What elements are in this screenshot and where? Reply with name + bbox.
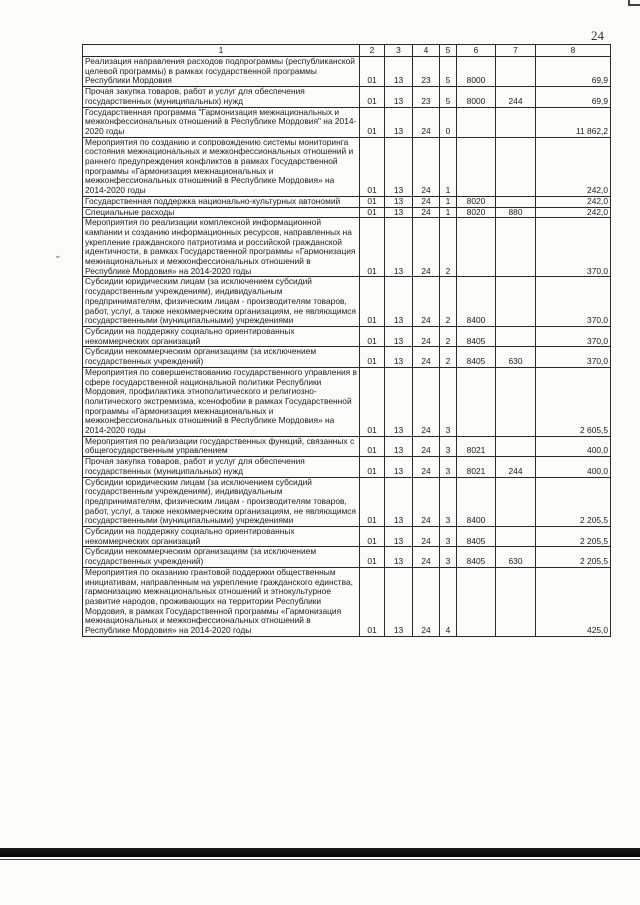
- amount-cell: 2 205,5: [536, 547, 611, 567]
- direction-cell: [457, 367, 496, 436]
- amount-cell: 69,9: [536, 87, 611, 107]
- program-cell: 24: [413, 367, 440, 436]
- expense-type-cell: 630: [496, 547, 536, 567]
- table-row: [83, 107, 611, 137]
- header-cell: 4: [413, 45, 440, 57]
- subsection-cell: 13: [385, 107, 413, 137]
- row-name-cell: Мероприятия по оказанию грантовой поддержки общественным инициативам, направленным на укрепление гражданского единства, гармонизацию межнациональных отношений и этнокультурное развитие народов, проживающих на территории Республики Мордовия, в рамках Государственной программы «Гармонизация межнациональных и межконфессиональных отношений в Республике Мордовия» на 2014-2020 годы: [83, 567, 360, 636]
- direction-cell: 8021: [457, 457, 496, 477]
- subprogram-cell: 3: [440, 547, 457, 567]
- program-cell: 24: [413, 207, 440, 218]
- amount-cell: 370,0: [536, 277, 611, 327]
- direction-cell: 8405: [457, 547, 496, 567]
- amount-cell: 2 205,5: [536, 477, 611, 527]
- header-cell: 8: [536, 45, 611, 57]
- amount-cell: 370,0: [536, 326, 611, 346]
- table-row: [83, 137, 611, 196]
- row-name-cell: Реализация направления расходов подпрограммы (республиканской целевой программы) в рамках государственной программы Республики Мордовия: [83, 57, 360, 87]
- table-row: [83, 207, 611, 218]
- subsection-cell: 13: [385, 137, 413, 196]
- subprogram-cell: 3: [440, 477, 457, 527]
- section-cell: 01: [360, 107, 385, 137]
- subprogram-cell: 1: [440, 137, 457, 196]
- table-row: [83, 277, 611, 327]
- expense-type-cell: 244: [496, 87, 536, 107]
- section-cell: 01: [360, 367, 385, 436]
- program-cell: 24: [413, 137, 440, 196]
- program-cell: 24: [413, 527, 440, 547]
- direction-cell: 8000: [457, 87, 496, 107]
- subprogram-cell: 1: [440, 196, 457, 207]
- subprogram-cell: 3: [440, 527, 457, 547]
- row-name-cell: Прочая закупка товаров, работ и услуг для обеспечения государственных (муниципальных) нужд: [83, 87, 360, 107]
- expense-type-cell: [496, 436, 536, 456]
- row-name-cell: Мероприятия по реализации государственных функций, связанных с общегосударственным управлением: [83, 436, 360, 456]
- program-cell: 24: [413, 218, 440, 277]
- subprogram-cell: 3: [440, 457, 457, 477]
- direction-cell: 8020: [457, 196, 496, 207]
- section-cell: 01: [360, 196, 385, 207]
- direction-cell: 8405: [457, 326, 496, 346]
- table-row: [83, 527, 611, 547]
- section-cell: 01: [360, 326, 385, 346]
- subprogram-cell: 2: [440, 277, 457, 327]
- row-name-cell: Субсидии на поддержку социально ориентированных некоммерческих организаций: [83, 326, 360, 346]
- amount-cell: 400,0: [536, 457, 611, 477]
- row-name-cell: Государственная программа "Гармонизация межнациональных и межконфессиональных отношений в Республике Мордовия" на 2014-2020 годы: [83, 107, 360, 137]
- subsection-cell: 13: [385, 347, 413, 367]
- table-row: [83, 57, 611, 87]
- expense-type-cell: [496, 137, 536, 196]
- scan-corner-mark: [628, 0, 640, 6]
- row-name-cell: Прочая закупка товаров, работ и услуг для обеспечения государственных (муниципальных) нужд: [83, 457, 360, 477]
- header-cell: 1: [83, 45, 360, 57]
- section-cell: 01: [360, 567, 385, 636]
- direction-cell: 8405: [457, 527, 496, 547]
- section-cell: 01: [360, 477, 385, 527]
- subprogram-cell: 2: [440, 218, 457, 277]
- subprogram-cell: 0: [440, 107, 457, 137]
- row-name-cell: Мероприятия по совершенствованию государственного управления в сфере государственной национальной политики Республики Мордовия, профилактика этнополитического и религиозно-политического экстремизма, ксенофобии в рамках Государственной программы «Гармонизация межнациональных и межконфессиональных отношений в Республике Мордовия» на 2014-2020 годы: [83, 367, 360, 436]
- expense-type-cell: [496, 218, 536, 277]
- header-cell: 2: [360, 45, 385, 57]
- amount-cell: 425,0: [536, 567, 611, 636]
- amount-cell: 69,9: [536, 57, 611, 87]
- expense-type-cell: [496, 567, 536, 636]
- program-cell: 24: [413, 547, 440, 567]
- program-cell: 24: [413, 347, 440, 367]
- table-row: [83, 347, 611, 367]
- row-name-cell: Субсидии юридическим лицам (за исключением субсидий государственным учреждениям), индивидуальным предпринимателям, физическим лицам - производителям товаров, работ, услуг, а также некоммерческим организациям, не являющимся государственными (муниципальными) учреждениями: [83, 477, 360, 527]
- section-cell: 01: [360, 137, 385, 196]
- program-cell: 24: [413, 477, 440, 527]
- direction-cell: [457, 567, 496, 636]
- expense-type-cell: 880: [496, 207, 536, 218]
- section-cell: 01: [360, 207, 385, 218]
- row-name-cell: Субсидии на поддержку социально ориентированных некоммерческих организаций: [83, 527, 360, 547]
- table-header-row: [83, 45, 611, 57]
- subprogram-cell: 2: [440, 326, 457, 346]
- row-name-cell: Мероприятия по реализации комплексной информационной кампании и созданию информационных ресурсов, направленных на укрепление гражданского патриотизма и российской гражданской идентичности, в рамках Государственной программы «Гармонизация межнациональных и межконфессиональных отношений в Республике Мордовия» на 2014-2020 годы: [83, 218, 360, 277]
- expense-type-cell: 244: [496, 457, 536, 477]
- header-cell: 3: [385, 45, 413, 57]
- table-row: [83, 87, 611, 107]
- expense-type-cell: [496, 57, 536, 87]
- section-cell: 01: [360, 547, 385, 567]
- subsection-cell: 13: [385, 57, 413, 87]
- amount-cell: 242,0: [536, 196, 611, 207]
- subsection-cell: 13: [385, 326, 413, 346]
- subsection-cell: 13: [385, 436, 413, 456]
- expense-type-cell: [496, 477, 536, 527]
- table-row: [83, 436, 611, 456]
- section-cell: 01: [360, 457, 385, 477]
- subprogram-cell: 1: [440, 207, 457, 218]
- subprogram-cell: 2: [440, 347, 457, 367]
- table-row: [83, 457, 611, 477]
- amount-cell: 11 862,2: [536, 107, 611, 137]
- section-cell: 01: [360, 436, 385, 456]
- subsection-cell: 13: [385, 207, 413, 218]
- subprogram-cell: 5: [440, 57, 457, 87]
- table-row: [83, 367, 611, 436]
- subsection-cell: 13: [385, 218, 413, 277]
- subsection-cell: 13: [385, 567, 413, 636]
- subprogram-cell: 5: [440, 87, 457, 107]
- page-number: 24: [591, 28, 604, 43]
- program-cell: 24: [413, 196, 440, 207]
- direction-cell: 8020: [457, 207, 496, 218]
- section-cell: 01: [360, 277, 385, 327]
- program-cell: 24: [413, 107, 440, 137]
- margin-mark: ⌄: [54, 250, 62, 260]
- program-cell: 23: [413, 87, 440, 107]
- section-cell: 01: [360, 87, 385, 107]
- direction-cell: 8405: [457, 347, 496, 367]
- expense-type-cell: [496, 107, 536, 137]
- subsection-cell: 13: [385, 367, 413, 436]
- subsection-cell: 13: [385, 87, 413, 107]
- program-cell: 23: [413, 57, 440, 87]
- row-name-cell: Мероприятия по созданию и сопровождению системы мониторинга состояния межнациональных и межконфессиональных отношений и раннего предупреждения конфликтов в рамках Государственной программы «Гармонизация межнациональных и межконфессиональных отношений в Республике Мордовия» на 2014-2020 годы: [83, 137, 360, 196]
- direction-cell: 8000: [457, 57, 496, 87]
- amount-cell: 242,0: [536, 137, 611, 196]
- expense-type-cell: 630: [496, 347, 536, 367]
- subprogram-cell: 4: [440, 567, 457, 636]
- table-row: [83, 477, 611, 527]
- program-cell: 24: [413, 436, 440, 456]
- amount-cell: 370,0: [536, 218, 611, 277]
- program-cell: 24: [413, 326, 440, 346]
- direction-cell: [457, 107, 496, 137]
- amount-cell: 370,0: [536, 347, 611, 367]
- section-cell: 01: [360, 527, 385, 547]
- scan-edge-bar: [0, 848, 640, 857]
- subsection-cell: 13: [385, 547, 413, 567]
- header-cell: 7: [496, 45, 536, 57]
- header-cell: 6: [457, 45, 496, 57]
- row-name-cell: Специальные расходы: [83, 207, 360, 218]
- scan-edge-line: [0, 859, 640, 860]
- expense-type-cell: [496, 277, 536, 327]
- direction-cell: 8021: [457, 436, 496, 456]
- direction-cell: [457, 137, 496, 196]
- header-cell: 5: [440, 45, 457, 57]
- row-name-cell: Субсидии юридическим лицам (за исключением субсидий государственным учреждениям), индивидуальным предпринимателям, физическим лицам - производителям товаров, работ, услуг, а также некоммерческим организациям, не являющимся государственными (муниципальными) учреждениями: [83, 277, 360, 327]
- program-cell: 24: [413, 277, 440, 327]
- row-name-cell: Субсидии некоммерческим организациям (за исключением государственных учреждений): [83, 547, 360, 567]
- subsection-cell: 13: [385, 527, 413, 547]
- section-cell: 01: [360, 57, 385, 87]
- table-row: [83, 196, 611, 207]
- direction-cell: [457, 218, 496, 277]
- amount-cell: 2 205,5: [536, 527, 611, 547]
- subprogram-cell: 3: [440, 436, 457, 456]
- subsection-cell: 13: [385, 277, 413, 327]
- section-cell: 01: [360, 347, 385, 367]
- table-row: [83, 218, 611, 277]
- subsection-cell: 13: [385, 196, 413, 207]
- amount-cell: 400,0: [536, 436, 611, 456]
- program-cell: 24: [413, 457, 440, 477]
- row-name-cell: Субсидии некоммерческим организациям (за исключением государственных учреждений): [83, 347, 360, 367]
- subprogram-cell: 3: [440, 367, 457, 436]
- table-row: [83, 547, 611, 567]
- table-row: [83, 567, 611, 636]
- direction-cell: 8400: [457, 277, 496, 327]
- section-cell: 01: [360, 218, 385, 277]
- expense-type-cell: [496, 326, 536, 346]
- amount-cell: 242,0: [536, 207, 611, 218]
- subsection-cell: 13: [385, 457, 413, 477]
- row-name-cell: Государственная поддержка национально-культурных автономий: [83, 196, 360, 207]
- amount-cell: 2 605,5: [536, 367, 611, 436]
- subsection-cell: 13: [385, 477, 413, 527]
- program-cell: 24: [413, 567, 440, 636]
- table-row: [83, 326, 611, 346]
- expense-type-cell: [496, 527, 536, 547]
- expense-type-cell: [496, 367, 536, 436]
- direction-cell: 8400: [457, 477, 496, 527]
- budget-table: [82, 44, 611, 637]
- expense-type-cell: [496, 196, 536, 207]
